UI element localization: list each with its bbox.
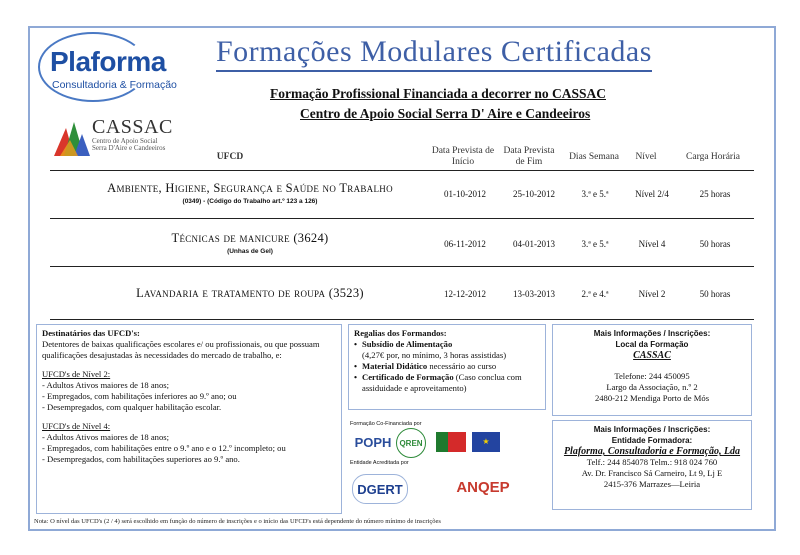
destinatarios-box — [36, 324, 342, 514]
info-entity-org: Plaforma, Consultadoria e Formação, Lda — [563, 446, 741, 457]
regalia-item-bold: Subsídio de Alimentação — [362, 339, 453, 349]
info-local-line: Largo da Associação, n.º 2 — [606, 382, 698, 392]
col-end: Data Prevista de Fim — [503, 146, 555, 167]
end-date: 13-03-2013 — [513, 289, 555, 299]
col-days: Dias Semana — [569, 152, 619, 162]
info-entity-subtitle: Entidade Formadora: — [611, 436, 693, 445]
nivel2-title: UFCD's de Nível 2: — [42, 369, 111, 379]
info-local-line: 2480-212 Mendiga Porto de Mós — [594, 393, 710, 403]
level: Nível 4 — [638, 239, 666, 249]
regalia-item-bold: Certificado de Formação — [362, 372, 454, 382]
course-cell — [50, 286, 450, 301]
week-days: 3.ª e 5.ª — [581, 189, 609, 199]
week-days: 2.ª e 4.ª — [581, 289, 609, 299]
course-name: Ambiente, Higiene, Segurança e Saúde no Trabalho — [107, 181, 393, 195]
eu-flag-icon: ★ — [472, 432, 500, 452]
regalia-item — [354, 339, 540, 361]
hours: 50 horas — [699, 289, 731, 299]
regalia-item-rest: necessário ao curso — [429, 361, 497, 371]
info-entity-line: 2415-376 Marrazes—Leiria — [603, 479, 701, 489]
level: Nível 2 — [638, 289, 666, 299]
regalia-item-rest: (Caso conclua com assiduidade e aproveitamento) — [362, 372, 522, 393]
col-ufcd: UFCD — [216, 152, 244, 162]
cofin-label: Formação Co-Financiada por — [350, 421, 422, 427]
nivel4-item: - Desempregados, com habilitações superiores ao 9.º ano. — [42, 454, 240, 464]
end-date: 25-10-2012 — [513, 189, 555, 199]
qren-logo: QREN — [396, 428, 426, 458]
nivel2-item: - Adultos Ativos maiores de 18 anos; — [42, 380, 169, 390]
nivel4-title: UFCD's de Nível 4: — [42, 421, 111, 431]
plaforma-logo — [38, 32, 188, 102]
col-start: Data Prevista de Início — [431, 146, 495, 167]
destinatarios-intro: Detentores de baixas qualificações escolares e/ ou profissionais, ou que possuam qualificações desajustadas às necessidades do mercado de trabalho, e: — [42, 339, 320, 360]
info-entity-box — [552, 420, 752, 510]
end-date: 04-01-2013 — [513, 239, 555, 249]
regalias-box — [348, 324, 546, 410]
dgert-logo: DGERT — [352, 474, 408, 504]
nivel2-item: - Desempregados, com qualquer habilitação escolar. — [42, 402, 222, 412]
course-cell — [50, 231, 450, 255]
start-date: 12-12-2012 — [444, 289, 486, 299]
plaforma-logo-sub: Consultadoria & Formação — [52, 79, 177, 91]
regalia-item — [354, 361, 540, 372]
subtitle-centro: Centro de Apoio Social Serra D' Aire e Candeeiros — [300, 106, 591, 121]
cassac-logo-name: CASSAC — [92, 116, 173, 138]
info-entity-line: Av. Dr. Francisco Sá Carneiro, Lt 9, Lj E — [581, 468, 723, 478]
regalia-item — [354, 372, 540, 394]
footer-note: Nota: O nível das UFCD's (2 / 4) será escolhido em função do número de inscrições e o início das UFCD's está dependente do número mínimo de inscrições — [34, 518, 441, 525]
accredited-label: Entidade Acreditada por — [350, 460, 409, 466]
info-local-box — [552, 324, 752, 416]
regalia-item-rest: (4,27€ por, no mínimo, 3 horas assistidas) — [362, 350, 507, 360]
table-row — [50, 266, 754, 320]
info-local-title: Mais Informações / Inscrições: — [593, 329, 711, 338]
course-name: Técnicas de manicure (3624) — [171, 231, 329, 245]
subtitle-financiada: Formação Profissional Financiada a decorrer no CASSAC — [270, 86, 606, 101]
page-title: Formações Modulares Certificadas — [216, 34, 652, 72]
table-row — [50, 218, 754, 266]
regalia-item-bold: Material Didático — [362, 361, 428, 371]
info-entity-title: Mais Informações / Inscrições: — [593, 425, 711, 434]
poph-logo: POPH — [354, 434, 392, 450]
course-note: (0349) - (Código do Trabalho art.º 123 a 126) — [182, 198, 318, 205]
plaforma-logo-name: Plaforma — [50, 46, 166, 77]
hours: 25 horas — [699, 189, 731, 199]
nivel2-item: - Empregados, com habilitações inferiores ao 9.º ano; ou — [42, 391, 237, 401]
course-name: Lavandaria e tratamento de roupa (3523) — [136, 286, 364, 300]
col-hours: Carga Horária — [686, 152, 740, 162]
info-local-subtitle: Local da Formação — [615, 340, 689, 349]
info-local-line: Telefone: 244 450095 — [614, 371, 690, 381]
hours: 50 horas — [699, 239, 731, 249]
cassac-logo-sub: Centro de Apoio Social Serra D'Aire e Candeeiros — [92, 137, 166, 152]
info-entity-line: Telf.: 244 854078 Telm.: 918 024 760 — [586, 457, 718, 467]
flyer — [28, 26, 776, 531]
week-days: 3.ª e 5.ª — [581, 239, 609, 249]
course-cell — [50, 181, 450, 205]
level: Nível 2/4 — [635, 189, 669, 199]
col-level: Nível — [635, 152, 657, 162]
regalias-title: Regalias dos Formandos: — [354, 328, 447, 338]
destinatarios-title: Destinatários das UFCD's: — [42, 328, 140, 338]
info-local-org: CASSAC — [633, 350, 671, 361]
start-date: 06-11-2012 — [444, 239, 486, 249]
nivel4-item: - Adultos Ativos maiores de 18 anos; — [42, 432, 169, 442]
start-date: 01-10-2012 — [444, 189, 486, 199]
course-note: (Unhas de Gel) — [227, 248, 273, 255]
nivel4-item: - Empregados, com habilitações entre o 9.º ano e o 12.º incompleto; ou — [42, 443, 286, 453]
table-row — [50, 170, 754, 218]
anqep-logo: ANQEP — [456, 478, 510, 496]
portugal-flag-icon — [436, 432, 466, 452]
